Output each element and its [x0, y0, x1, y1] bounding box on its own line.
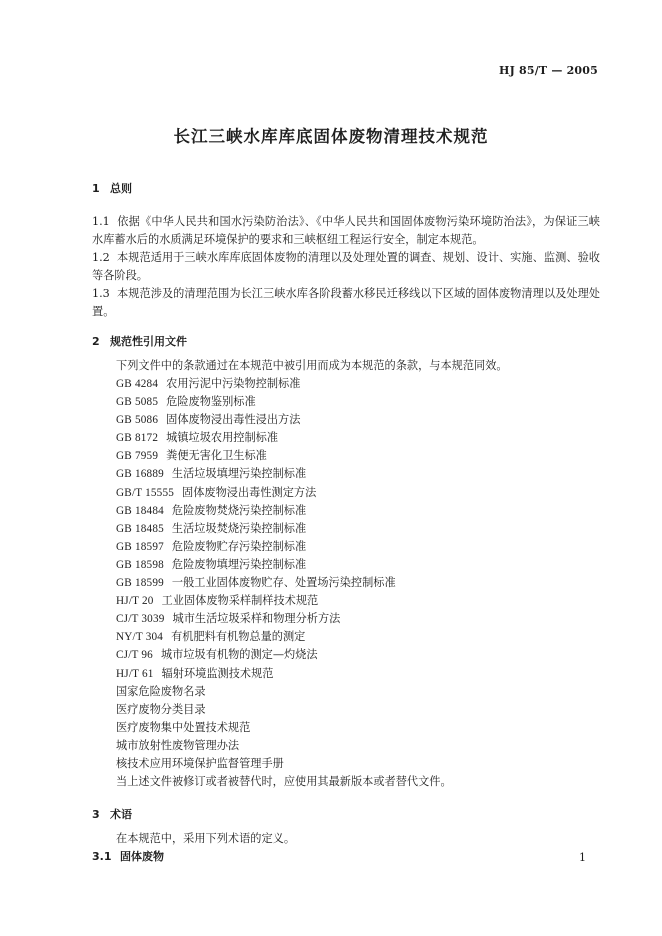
clause-number: 1.2 [92, 251, 110, 264]
clause-number: 1.1 [92, 215, 110, 228]
reference-code: GB 18485 [116, 522, 164, 535]
reference-item [116, 375, 600, 393]
reference-item [116, 556, 600, 574]
reference-title: 危险废物鉴别标准 [166, 395, 256, 409]
reference-item [116, 484, 600, 502]
reference-item [116, 610, 600, 628]
reference-title: 危险废物焚烧污染控制标准 [171, 503, 307, 517]
reference-code: GB 5086 [116, 414, 159, 427]
references-closing: 当上述文件被修订或者被替代时，应使用其最新版本或者替代文件。 [116, 775, 452, 789]
terms-intro: 在本规范中，采用下列术语的定义。 [116, 832, 296, 846]
reference-item [116, 429, 600, 447]
reference-item [116, 538, 600, 556]
reference-code: GB 5085 [116, 396, 159, 409]
reference-code: GB 7959 [116, 450, 159, 463]
reference-title: 一般工业固体废物贮存、处置场污染控制标准 [171, 576, 396, 590]
reference-code: GB 18598 [116, 558, 164, 571]
section-number: 1 [92, 182, 100, 195]
reference-code: GB 16889 [116, 468, 164, 481]
reference-item [116, 465, 600, 483]
section-number: 3 [92, 808, 100, 822]
document-title: 长江三峡水库库底固体废物清理技术规范 [173, 127, 489, 146]
clause-text: 依据《中华人民共和国水污染防治法》、《中华人民共和国固体废物污染环境防治法》，为保证三峡水库蓄水后的水质满足环境保护的要求和三峡枢纽工程运行安全，制定本规范。 [92, 215, 600, 246]
reference-code: GB 4284 [116, 378, 159, 390]
clause-1-3 [92, 285, 600, 321]
subsection-number: 3.1 [92, 850, 112, 864]
reference-title: 医疗废物分类目录 [116, 702, 206, 716]
clause-text: 本规范适用于三峡水库库底固体废物的清理以及处理处置的调查、规划、设计、实施、监测、验收等各阶段。 [92, 251, 600, 282]
reference-title: 国家危险废物名录 [116, 684, 206, 698]
reference-title: 有机肥料有机物总量的测定 [171, 630, 306, 644]
reference-item [116, 755, 600, 773]
reference-code: NY/T 304 [116, 631, 164, 644]
standard-code: HJ 85/T — 2005 [498, 64, 598, 77]
reference-title: 辐射环境监测技术规范 [161, 666, 274, 680]
document-body [92, 180, 600, 866]
reference-title: 工业固体废物采样制样技术规范 [161, 594, 319, 608]
reference-item [116, 574, 600, 592]
section-title: 术语 [110, 808, 132, 822]
reference-item [116, 447, 600, 465]
subsection-title: 固体废物 [120, 850, 164, 864]
reference-item [116, 520, 600, 538]
reference-item [116, 646, 600, 664]
reference-title: 危险废物贮存污染控制标准 [171, 539, 307, 553]
reference-item [116, 393, 600, 411]
reference-title: 城市放射性废物管理办法 [116, 738, 240, 752]
references-intro: 下列文件中的条款通过在本规范中被引用而成为本规范的条款，与本规范同效。 [116, 359, 508, 372]
reference-item [116, 701, 600, 719]
reference-title: 固体废物浸出毒性浸出方法 [166, 413, 301, 427]
clause-text: 本规范涉及的清理范围为长江三峡水库各阶段蓄水移民迁移线以下区域的固体废物清理以及处理处置。 [92, 287, 600, 318]
reference-title: 粪便无害化卫生标准 [166, 449, 267, 463]
reference-code: CJ/T 3039 [116, 613, 165, 626]
reference-code: GB 18597 [116, 540, 164, 553]
reference-code: CJ/T 96 [116, 649, 153, 662]
reference-code: GB 18484 [116, 504, 164, 517]
clause-number: 1.3 [92, 287, 110, 300]
subsection-3-1-heading [92, 848, 600, 866]
reference-item [116, 628, 600, 646]
reference-title: 城市垃圾有机物的测定—灼烧法 [160, 648, 318, 662]
reference-code: GB 18599 [116, 577, 164, 590]
reference-title: 医疗废物集中处置技术规范 [116, 720, 251, 734]
reference-title: 农用污泥中污染物控制标准 [166, 377, 301, 390]
reference-item [116, 411, 600, 429]
reference-title: 城市生活垃圾采样和物理分析方法 [172, 612, 341, 626]
reference-code: HJ/T 20 [116, 595, 154, 608]
reference-title: 固体废物浸出毒性测定方法 [182, 485, 317, 499]
reference-item [116, 592, 600, 610]
page-number: 1 [579, 851, 586, 864]
clause-1-1 [92, 213, 600, 249]
section-number: 2 [92, 335, 100, 348]
clause-1-2 [92, 249, 600, 285]
reference-item [116, 665, 600, 683]
reference-item [116, 683, 600, 701]
section-title: 规范性引用文件 [110, 335, 187, 348]
reference-list [92, 375, 600, 773]
section-3-heading [92, 806, 600, 824]
reference-title: 城镇垃圾农用控制标准 [166, 431, 279, 445]
section-1-heading [92, 180, 600, 198]
reference-code: GB 8172 [116, 432, 159, 445]
reference-title: 核技术应用环境保护监督管理手册 [116, 756, 284, 770]
reference-title: 危险废物填埋污染控制标准 [171, 557, 307, 571]
section-2-heading [92, 333, 600, 351]
reference-code: GB/T 15555 [116, 486, 175, 499]
reference-title: 生活垃圾填埋污染控制标准 [171, 467, 307, 481]
reference-title: 生活垃圾焚烧污染控制标准 [171, 521, 307, 535]
section-title: 总则 [110, 182, 132, 195]
reference-code: HJ/T 61 [116, 667, 154, 680]
reference-item [116, 719, 600, 737]
reference-item [116, 502, 600, 520]
reference-item [116, 737, 600, 755]
